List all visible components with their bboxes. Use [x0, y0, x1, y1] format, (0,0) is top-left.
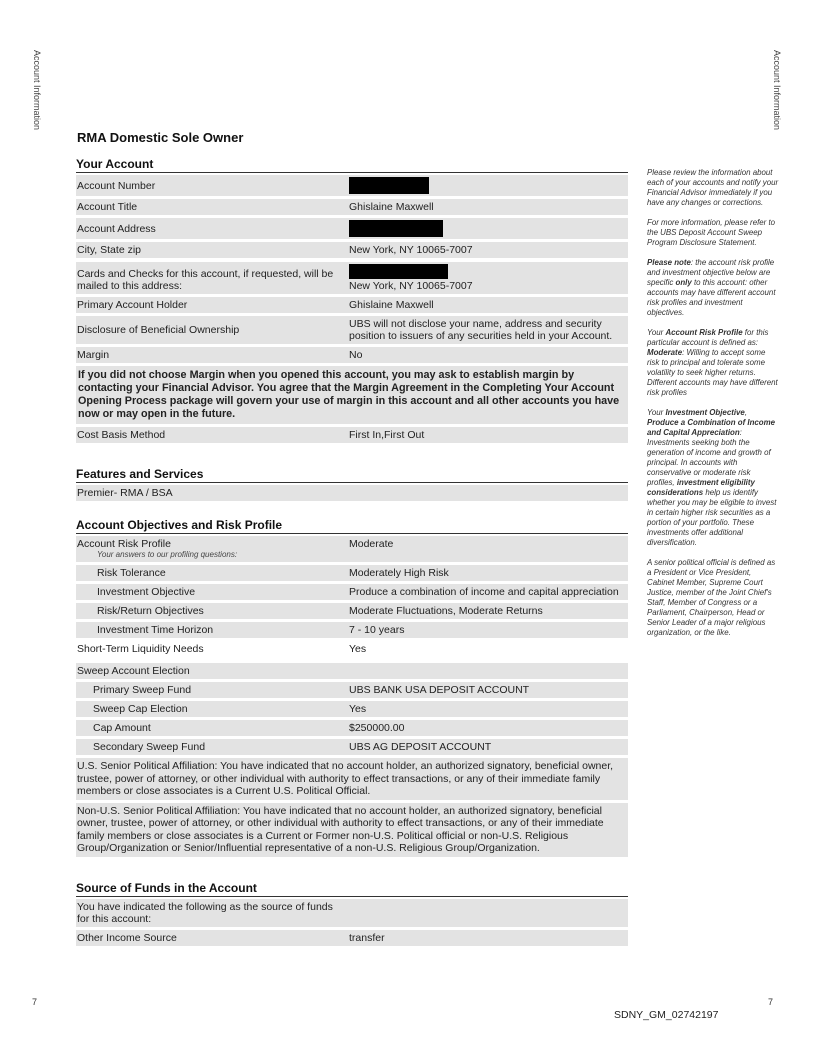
risk-return-row: [76, 603, 628, 619]
row-label: Account Title: [77, 201, 138, 213]
secondary-sweep-row: [76, 739, 628, 755]
row-label: Cost Basis Method: [77, 429, 166, 441]
source-funds-heading: Source of Funds in the Account: [76, 881, 628, 897]
row-label: Primary Sweep Fund: [93, 684, 192, 696]
row-label: City, State zip: [77, 244, 141, 256]
row-value: Moderately High Risk: [349, 567, 449, 579]
objective-note-bold3: investment eligibility considerations: [647, 478, 755, 497]
profiling-note: Your answers to our profiling questions:: [97, 550, 238, 559]
risk-note-bold: Account Risk Profile: [665, 328, 743, 337]
row-value: Yes: [349, 703, 367, 715]
page-number-right: 7: [768, 997, 774, 1007]
row-value: [349, 264, 627, 292]
row-value: UBS BANK USA DEPOSIT ACCOUNT: [349, 684, 530, 696]
primary-sweep-row: [76, 682, 628, 698]
cost-basis-row: [76, 427, 628, 443]
row-value: transfer: [349, 931, 385, 944]
row-label: Risk/Return Objectives: [97, 605, 204, 617]
account-title-row: [76, 199, 628, 215]
risk-note-moderate: Moderate: [647, 348, 683, 357]
side-label-right: Account Information: [772, 50, 782, 131]
row-value: First In,First Out: [349, 429, 425, 441]
account-number-row: [76, 175, 628, 196]
us-political-affiliation: U.S. Senior Political Affiliation: You have indicated that no account holder, an authorized signatory, beneficial owner, trustee, power of attorney, or other individual with authority to effect transactions, or any of their immediate family members or close associates is a Current U.S. Political Official.: [76, 758, 628, 800]
side-label-left: Account Information: [32, 50, 42, 131]
row-value: UBS AG DEPOSIT ACCOUNT: [349, 741, 492, 753]
sidebar-review-note: Please review the information about each of your accounts and notify your Financial Advisor immediately if you have any changes or corrections.: [647, 168, 779, 207]
sidebar-please-note: [647, 258, 779, 318]
beneficial-ownership-row: [76, 316, 628, 344]
time-horizon-row: [76, 622, 628, 638]
primary-holder-row: [76, 297, 628, 313]
margin-note: If you did not choose Margin when you opened this account, you may ask to establish margin by contacting your Financial Advisor. You agree that the Margin Agreement in the Completing Your Account Opening Process package will govern your use of margin in this account and all other accounts you have now or may open in the future.: [76, 366, 628, 424]
page-number-left: 7: [32, 997, 38, 1007]
row-label: Investment Objective: [97, 586, 196, 598]
risk-profile-block: [76, 536, 628, 562]
row-value: [349, 177, 627, 194]
bates-stamp: SDNY_GM_02742197: [614, 1009, 719, 1021]
row-value: 7 - 10 years: [349, 624, 405, 636]
row-value: UBS will not disclose your name, address and security position to issuers of any securities held in your Account.: [349, 318, 613, 342]
risk-profile-value: Moderate: [349, 538, 394, 550]
row-label: Sweep Cap Election: [93, 703, 188, 715]
please-note-text-a: : the account risk profile and investment objective below are specific: [647, 258, 775, 287]
redaction-block: [349, 264, 448, 279]
other-income-row: [76, 930, 628, 946]
row-label: Account Number: [77, 179, 156, 192]
objective-note-d: help us identify whether you may be eligible to invest in certain higher risk securities as a portion of your portfolio. These investments offer additional diversification.: [647, 488, 777, 547]
row-value: Ghislaine Maxwell: [349, 201, 434, 213]
your-account-heading: Your Account: [76, 157, 628, 173]
row-value: No: [349, 349, 363, 361]
row-label: Cards and Checks for this account, if requested, will be mailed to this address:: [77, 268, 334, 292]
city-state-zip-row: [76, 242, 628, 258]
sidebar-objective-note: [647, 408, 779, 548]
mailing-address-row: [76, 262, 628, 294]
account-address-row: [76, 218, 628, 239]
row-label: Account Address: [77, 222, 156, 235]
row-label: Disclosure of Beneficial Ownership: [77, 324, 240, 336]
liquidity-row: [76, 641, 628, 657]
objective-note-a: Your: [647, 408, 666, 417]
row-value: New York, NY 10065-7007: [349, 244, 473, 256]
row-label: Cap Amount: [93, 722, 151, 734]
objective-note-b: ,: [744, 408, 748, 417]
features-heading: Features and Services: [76, 467, 628, 483]
non-us-political-affiliation: Non-U.S. Senior Political Affiliation: You have indicated that no account holder, an authorized signatory, beneficial owner, trustee, power of attorney, or other individual with authority to effect transactions, or any of their immediate family members or close associates is a Current or Former non-U.S. Political official or non-U.S. Religious Group/Organization or Senior/Influential representative of a non-U.S. Religious Group/Organization.: [76, 803, 628, 857]
redaction-block: [349, 220, 443, 237]
please-note-text-b: to this account: other accounts may have different account risk profiles and investment objectives.: [647, 278, 776, 317]
page-title: RMA Domestic Sole Owner: [77, 130, 244, 145]
row-value: $250000.00: [349, 722, 405, 734]
objective-note-c: : Investments seeking both the generation of income and growth of principal. In accounts with conservative or moderate risk profiles,: [647, 428, 771, 487]
objectives-heading: Account Objectives and Risk Profile: [76, 518, 628, 534]
risk-note-b: for this particular account is defined as:: [647, 328, 769, 347]
sweep-cap-row: [76, 701, 628, 717]
redaction-block: [349, 177, 429, 194]
risk-note-d: Different accounts may have different risk profiles: [647, 378, 778, 397]
sidebar-political-note: A senior political official is defined as a President or Vice President, Cabinet Member, Supreme Court Justice, member of the Joint Chief's Staff, Member of Congress or a Parliament, Chairperson, Head or Senior Leader of a major religious organization, or the like.: [647, 558, 776, 637]
sidebar-risk-profile-note: [647, 328, 779, 398]
sweep-heading: Sweep Account Election: [77, 665, 190, 677]
row-value: Moderate Fluctuations, Moderate Returns: [349, 605, 543, 617]
sweep-heading-row: [76, 663, 628, 679]
mailing-city: New York, NY 10065-7007: [349, 280, 473, 292]
features-item: [76, 485, 628, 501]
row-label: Primary Account Holder: [77, 299, 188, 311]
sidebar-sweep-note: For more information, please refer to the UBS Deposit Account Sweep Program Disclosure Statement.: [647, 218, 776, 247]
source-funds-intro-row: [76, 899, 628, 927]
row-value: Produce a combination of income and capital appreciation: [349, 586, 619, 598]
row-label: Secondary Sweep Fund: [93, 741, 206, 753]
sidebar-notes: [647, 168, 779, 648]
investment-objective-row: [76, 584, 628, 600]
row-value: [349, 220, 627, 237]
row-label: Margin: [77, 349, 110, 361]
row-value: Yes: [349, 643, 367, 655]
risk-note-a: Your: [647, 328, 666, 337]
source-funds-intro: You have indicated the following as the source of funds for this account:: [77, 900, 333, 925]
main-content: [76, 157, 628, 949]
risk-profile-label: Account Risk Profile: [77, 538, 171, 550]
risk-note-c: : Willing to accept some risk to principal and tolerate some volatility to seek higher returns.: [647, 348, 766, 377]
row-label: Investment Time Horizon: [97, 624, 214, 636]
objective-note-bold1: Investment Objective: [665, 408, 745, 417]
row-value: Ghislaine Maxwell: [349, 299, 434, 311]
please-note-lead: Please note: [647, 258, 691, 267]
row-label: Short-Term Liquidity Needs: [77, 643, 204, 655]
objective-note-bold2: Produce a Combination of Income and Capital Appreciation: [647, 418, 776, 437]
feature-label: Premier- RMA / BSA: [77, 487, 173, 499]
cap-amount-row: [76, 720, 628, 736]
please-note-only: only: [675, 278, 692, 287]
row-label: Risk Tolerance: [97, 567, 166, 579]
row-label: Other Income Source: [77, 931, 177, 944]
margin-row: [76, 347, 628, 363]
risk-tolerance-row: [76, 565, 628, 581]
